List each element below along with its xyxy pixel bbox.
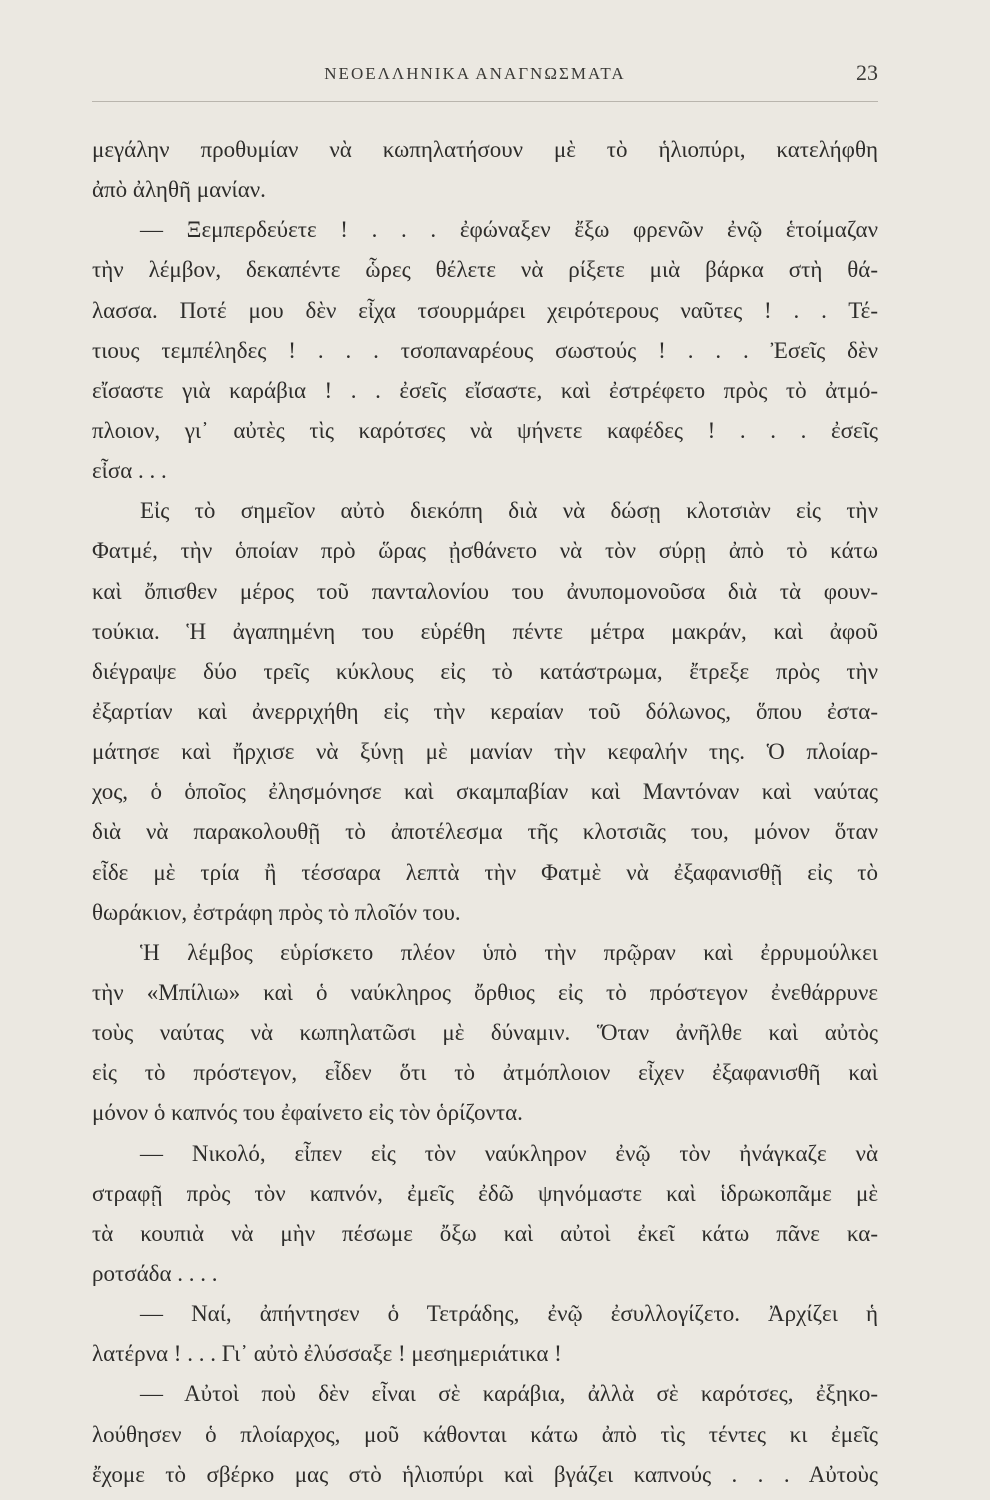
- text-line: τοὺς ναύτας νὰ κωπηλατῶσι μὲ δύναμιν. Ὅταν ἀνῆλθε καὶ αὐτὸς: [92, 1020, 878, 1046]
- body-text: [92, 130, 878, 1495]
- text-line: χος, ὁ ὁποῖος ἐλησμόνησε καὶ σκαμπαβίαν καὶ Μαντόναν καὶ ναύτας: [92, 779, 878, 805]
- text-line: τὰ κουπιὰ νὰ μὴν πέσωμε ὄξω καὶ αὐτοὶ ἐκεῖ κάτω πᾶνε κα-: [92, 1220, 878, 1246]
- text-line: πλοιον, γι᾽ αὐτὲς τὶς καρότσες νὰ ψήνετε καφέδες ! . . . ἐσεῖς: [92, 417, 878, 443]
- text-line: ροτσάδα . . . .: [92, 1260, 218, 1286]
- text-line: διὰ νὰ παρακολουθῇ τὸ ἀποτέλεσμα τῆς κλοτσιᾶς του, μόνον ὅταν: [92, 819, 878, 845]
- header-rule: [92, 101, 878, 102]
- text-line: τὴν «Μπίλιω» καὶ ὁ ναύκληρος ὄρθιος εἰς τὸ πρόστεγον ἐνεθάρρυνε: [92, 979, 878, 1005]
- text-line: λασσα. Ποτέ μου δὲν εἶχα τσουρμάρει χειρότερους ναῦτες ! . . Τέ-: [92, 297, 878, 323]
- text-line: ἀπὸ ἀληθῆ μανίαν.: [92, 177, 266, 203]
- text-line: μάτησε καὶ ἤρχισε νὰ ξύνῃ μὲ μανίαν τὴν κεφαλήν της. Ὁ πλοίαρ-: [92, 739, 878, 765]
- text-line: λατέρνα ! . . . Γι᾽ αὐτὸ ἐλύσσαξε ! μεσημεριάτικα !: [92, 1341, 562, 1367]
- text-line: καὶ ὄπισθεν μέρος τοῦ πανταλονίου του ἀνυπομονοῦσα διὰ τὰ φουν-: [92, 578, 878, 604]
- text-line: Ἡ λέμβος εὑρίσκετο πλέον ὑπὸ τὴν πρῷραν καὶ ἐρρυμούλκει: [140, 939, 878, 965]
- running-head: ΝΕΟΕΛΛΗΝΙΚΑ ΑΝΑΓΝΩΣΜΑΤΑ: [324, 64, 626, 83]
- text-line: Εἰς τὸ σημεῖον αὐτὸ διεκόπη διὰ νὰ δώσῃ κλοτσιὰν εἰς τὴν: [140, 498, 878, 524]
- text-line: μεγάλην προθυμίαν νὰ κωπηλατήσουν μὲ τὸ ἡλιοπύρι, κατελήφθη: [92, 137, 878, 162]
- text-line: τούκια. Ἡ ἀγαπημένη του εὑρέθη πέντε μέτρα μακράν, καὶ ἀφοῦ: [92, 618, 878, 644]
- text-line: εἰς τὸ πρόστεγον, εἶδεν ὅτι τὸ ἀτμόπλοιον εἶχεν ἐξαφανισθῆ καὶ: [92, 1060, 878, 1086]
- text-line: μόνον ὁ καπνός του ἐφαίνετο εἰς τὸν ὁρίζοντα.: [92, 1100, 523, 1126]
- text-line: διέγραψε δύο τρεῖς κύκλους εἰς τὸ κατάστρωμα, ἔτρεξε πρὸς τὴν: [92, 658, 878, 684]
- text-line: εἴσαστε γιὰ καράβια ! . . ἐσεῖς εἴσαστε, καὶ ἐστρέφετο πρὸς τὸ ἀτμό-: [92, 377, 878, 403]
- text-line: ἐξαρτίαν καὶ ἀνερριχήθη εἰς τὴν κεραίαν τοῦ δόλωνος, ὅπου ἐστα-: [92, 698, 878, 724]
- text-line: — Ναί, ἀπήντησεν ὁ Τετράδης, ἐνῷ ἐσυλλογίζετο. Ἀρχίζει ἡ: [140, 1301, 878, 1327]
- text-line: — Αὐτοὶ ποὺ δὲν εἶναι σὲ καράβια, ἀλλὰ σὲ καρότσες, ἐξηκο-: [140, 1381, 878, 1407]
- page-number: 23: [856, 60, 878, 85]
- text-line: τὴν λέμβον, δεκαπέντε ὧρες θέλετε νὰ ρίξετε μιὰ βάρκα στὴ θά-: [92, 257, 878, 283]
- text-line: θωράκιον, ἐστράφη πρὸς τὸ πλοῖόν του.: [92, 899, 461, 925]
- text-line: λούθησεν ὁ πλοίαρχος, μοῦ κάθονται κάτω ἀπὸ τὶς τέντες κι ἐμεῖς: [92, 1421, 878, 1447]
- text-line: — Ξεμπερδεύετε ! . . . ἐφώναξεν ἔξω φρενῶν ἐνῷ ἑτοίμαζαν: [140, 217, 878, 243]
- text-line: στραφῇ πρὸς τὸν καπνόν, ἐμεῖς ἐδῶ ψηνόμαστε καὶ ἱδρωκοπᾶμε μὲ: [92, 1180, 878, 1206]
- text-line: Φατμέ, τὴν ὁποίαν πρὸ ὥρας ᾐσθάνετο νὰ τὸν σύρῃ ἀπὸ τὸ κάτω: [92, 538, 878, 564]
- text-line: εἶσα . . .: [92, 458, 167, 484]
- text-line: τιους τεμπέληδες ! . . . τσοπαναρέους σωστούς ! . . . Ἐσεῖς δὲν: [92, 337, 878, 363]
- text-line: εἶδε μὲ τρία ἢ τέσσαρα λεπτὰ τὴν Φατμὲ νὰ ἐξαφανισθῇ εἰς τὸ: [92, 859, 878, 885]
- text-line: — Νικολό, εἶπεν εἰς τὸν ναύκληρον ἐνῷ τὸν ἠνάγκαζε νὰ: [140, 1140, 878, 1166]
- text-line: ἔχομε τὸ σβέρκο μας στὸ ἡλιοπύρι καὶ βγάζει καπνούς . . . Αὐτοὺς: [92, 1461, 878, 1487]
